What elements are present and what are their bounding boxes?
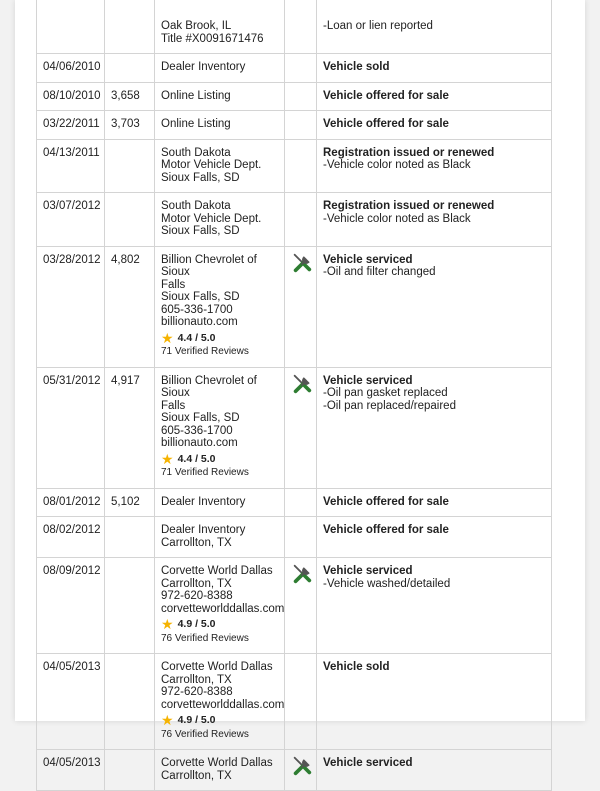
table-row [37,517,552,558]
source-line: corvetteworlddallas.com [161,698,285,711]
source-line: Carrollton, TX [161,577,232,590]
icon-cell [285,488,317,517]
source-line: Corvette World Dallas [161,661,273,673]
source-cell [155,246,285,367]
rating-value: 4.9 / 5.0 [177,714,216,726]
star-icon: ★ [161,616,174,633]
source-line: Corvette World Dallas [161,757,273,769]
icon-cell [285,654,317,750]
source-line: Billion Chevrolet of Sioux [161,374,257,399]
record-mileage: 4,917 [111,374,140,387]
source-line: Dealer Inventory [161,524,246,536]
source-cell [155,750,285,791]
comments-cell [317,246,552,367]
source-cell [155,654,285,750]
event-detail: -Vehicle color noted as Black [323,212,471,225]
comments-cell [317,111,552,140]
star-icon: ★ [161,329,174,346]
table-row [37,82,552,111]
rating-value: 4.4 / 5.0 [177,331,216,344]
review-count: 76 Verified Reviews [161,728,249,740]
record-date: 04/13/2011 [43,146,100,159]
source-cell [155,558,285,654]
source-line: Carrollton, TX [161,536,232,549]
event-detail: -Oil pan replaced/repaired [323,399,456,412]
rating [161,618,278,631]
source-line: Sioux Falls, SD [161,291,240,303]
source-cell [155,54,285,83]
mileage-cell [105,0,155,54]
mileage-cell [105,517,155,558]
source-line: 605-336-1700 [161,424,233,437]
date-cell [37,82,105,111]
source-line: Corvette World Dallas [161,565,273,577]
mileage-cell [105,193,155,247]
comments-cell [317,193,552,247]
table-row [37,139,552,193]
icon-cell [285,54,317,83]
source-line: corvetteworlddallas.com [161,602,285,615]
source-line: Carrollton, TX [161,673,232,686]
icon-cell [285,82,317,111]
record-date: 04/05/2013 [43,661,101,673]
comments-cell [317,367,552,488]
event-detail: -Vehicle washed/detailed [323,577,451,590]
date-cell [37,193,105,247]
icon-cell [285,111,317,140]
source-line: billionauto.com [161,437,238,449]
table-row [37,558,552,654]
source-line: Oak Brook, IL [161,20,232,32]
event-headline: Vehicle serviced [323,565,413,577]
source-line: South Dakota [161,146,231,159]
mileage-cell [105,488,155,517]
mileage-cell [105,367,155,488]
source-cell [155,517,285,558]
source-line: Title #X0091671476 [161,32,264,45]
event-headline: Vehicle serviced [323,757,413,769]
vehicle-history-table [36,0,552,791]
comments-cell [317,54,552,83]
event-detail: -Oil and filter changed [323,266,436,278]
record-date: 08/02/2012 [43,524,101,536]
event-headline: Registration issued or renewed [323,146,495,159]
date-cell [37,558,105,654]
mileage-cell [105,654,155,750]
source-cell [155,367,285,488]
comments-cell [317,488,552,517]
wrench-screwdriver-icon [291,252,313,274]
mileage-cell [105,558,155,654]
date-cell [37,750,105,791]
icon-cell [285,139,317,193]
icon-cell [285,0,317,54]
record-date: 05/31/2012 [43,374,101,387]
table-row [37,367,552,488]
event-headline: Vehicle sold [323,661,390,673]
table-row [37,111,552,140]
rating [161,450,278,467]
event-detail: -Vehicle color noted as Black [323,159,471,171]
source-cell [155,0,285,54]
date-cell [37,246,105,367]
record-mileage: 4,802 [111,253,140,266]
event-headline: Vehicle serviced [323,253,413,266]
rating [161,714,278,727]
source-cell [155,139,285,193]
rating [161,329,278,346]
table-row [37,193,552,247]
comments-cell [317,654,552,750]
event-headline: Vehicle serviced [323,374,413,387]
source-cell [155,488,285,517]
source-line: Falls [161,399,186,412]
event-headline: Vehicle offered for sale [323,495,449,508]
wrench-screwdriver-icon [291,563,313,585]
source-line: South Dakota [161,200,231,212]
icon-cell [285,367,317,488]
record-date: 08/10/2010 [43,89,101,102]
record-date: 08/09/2012 [43,565,101,577]
event-detail: -Oil pan gasket replaced [323,387,448,399]
review-count: 76 Verified Reviews [161,632,249,644]
mileage-cell [105,246,155,367]
source-line: Sioux Falls, SD [161,225,240,237]
source-line: Sioux Falls, SD [161,171,240,184]
source-line: Carrollton, TX [161,769,232,782]
source-line: Motor Vehicle Dept. [161,212,262,225]
mileage-cell [105,111,155,140]
wrench-screwdriver-icon [291,755,313,777]
record-mileage: 5,102 [111,495,140,508]
record-date: 08/01/2012 [43,495,101,508]
comments-cell [317,750,552,791]
source-cell [155,193,285,247]
mileage-cell [105,139,155,193]
comments-cell [317,139,552,193]
source-line: Online Listing [161,118,231,130]
table-row [37,488,552,517]
event-headline: Vehicle offered for sale [323,524,449,536]
event-headline: Vehicle sold [323,61,390,73]
table-row [37,0,552,54]
source-line: billionauto.com [161,316,238,328]
source-line: 605-336-1700 [161,303,233,316]
mileage-cell [105,54,155,83]
comments-cell [317,558,552,654]
event-detail: -Loan or lien reported [323,20,433,32]
date-cell [37,367,105,488]
star-icon: ★ [161,450,174,467]
date-cell [37,139,105,193]
icon-cell [285,193,317,247]
record-date: 03/28/2012 [43,253,101,266]
record-date: 04/05/2013 [43,757,101,769]
comments-cell [317,82,552,111]
source-line: 972-620-8388 [161,686,233,698]
icon-cell [285,558,317,654]
comments-cell [317,517,552,558]
source-cell [155,111,285,140]
source-line: Billion Chevrolet of Sioux [161,253,257,278]
icon-cell [285,750,317,791]
wrench-screwdriver-icon [291,373,313,395]
record-mileage: 3,703 [111,118,140,130]
review-count: 71 Verified Reviews [161,346,249,357]
date-cell [37,111,105,140]
star-icon: ★ [161,712,174,729]
mileage-cell [105,750,155,791]
table-row [37,750,552,791]
rating-value: 4.4 / 5.0 [177,452,216,465]
date-cell [37,0,105,54]
table-row [37,246,552,367]
date-cell [37,54,105,83]
record-date: 04/06/2010 [43,61,101,73]
review-count: 71 Verified Reviews [161,467,249,478]
record-date: 03/22/2011 [43,118,100,130]
comments-cell [317,0,552,54]
source-line: Motor Vehicle Dept. [161,159,262,171]
source-line: Dealer Inventory [161,495,246,508]
table-row [37,54,552,83]
event-headline: Vehicle offered for sale [323,118,449,130]
source-line: Sioux Falls, SD [161,412,240,424]
icon-cell [285,517,317,558]
event-headline: Vehicle offered for sale [323,89,449,102]
source-line: 972-620-8388 [161,590,233,602]
source-line: Online Listing [161,89,231,102]
icon-cell [285,246,317,367]
mileage-cell [105,82,155,111]
record-date: 03/07/2012 [43,200,101,212]
source-cell [155,82,285,111]
table-row [37,654,552,750]
date-cell [37,488,105,517]
date-cell [37,654,105,750]
source-line: Dealer Inventory [161,61,246,73]
event-headline: Registration issued or renewed [323,200,495,212]
rating-value: 4.9 / 5.0 [177,618,216,630]
record-mileage: 3,658 [111,89,140,102]
date-cell [37,517,105,558]
source-line: Falls [161,278,186,291]
